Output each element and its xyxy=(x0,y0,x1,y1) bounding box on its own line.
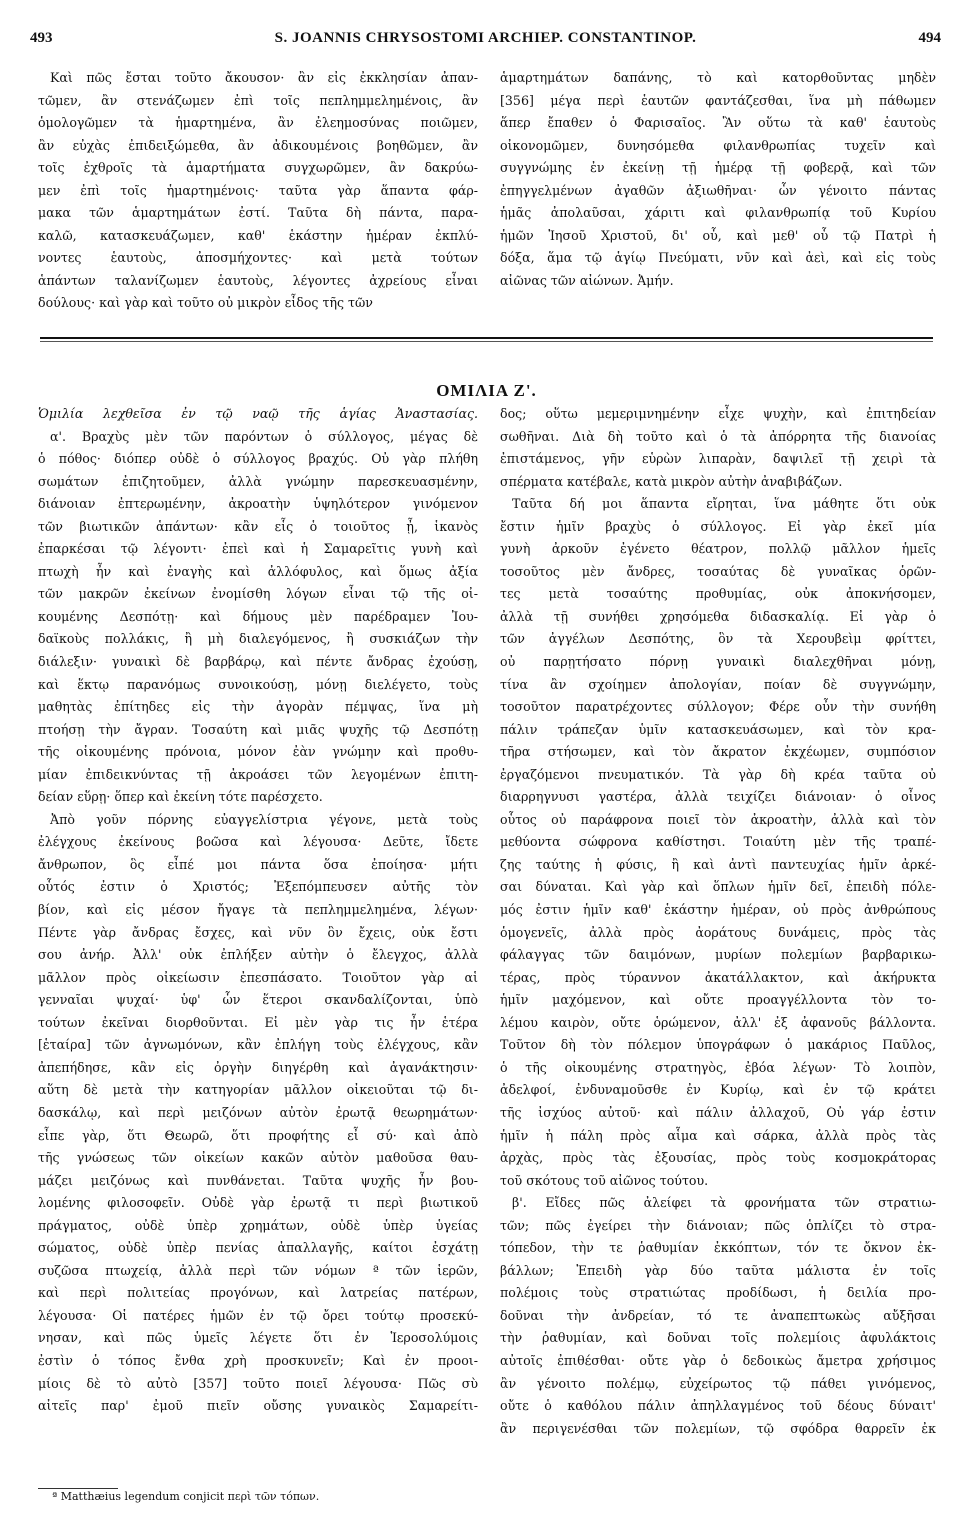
running-title: S. JOANNIS CHRYSOSTOMI ARCHIEP. CONSTANTINOP. xyxy=(274,30,697,46)
text-line: ἁπάντων ταλανίζωμεν ἑαυτοὺς, λέγοντες ἀχρείους εἶναι xyxy=(38,272,478,288)
text-line: τῶμεν, ἂν στενάζωμεν ἐπὶ τοῖς πεπλημμελημένοις, ἂν xyxy=(38,92,478,108)
text-line: νοντες ἑαυτοὺς, ἀποσμήχοντες· καὶ μετὰ τούτων xyxy=(38,250,478,266)
text-line: καὶ περὶ πολιτείας προγόνων, καὶ λατρείας πατέρων, xyxy=(38,1285,478,1301)
footnote-rule xyxy=(38,1488,118,1489)
text-line: εἶπε γὰρ, ὅτι Θεωρῶ, ὅτι προφήτης εἶ σύ· καὶ ἀπὸ xyxy=(38,1127,478,1143)
text-line: μάζει μειζόνως καὶ πυνθάνεται. Ταῦτα ψυχῆς ἦν βου- xyxy=(38,1172,478,1188)
text-line: ἡμῖν μαχόμενον, καὶ οὔτε προαγγέλλοντα τὸν το- xyxy=(500,992,936,1008)
text-line: Ταῦτα δή μοι ἅπαντα εἴρηται, ἵνα μάθητε ὅτι οὐκ xyxy=(512,496,936,512)
text-line: σου ἀνήρ. Ἀλλ' οὐκ ἐπλήξεν αὐτὴν ὁ ἔλεγχος, ἀλλὰ xyxy=(38,947,478,963)
text-line: κουμένης Δεσπότῃ· καὶ δήμους μὲν παρέδραμεν Ἰου- xyxy=(38,608,478,624)
text-line: αὕτη δὲ μετὰ τὴν κατηγορίαν μᾶλλον οἰκειοῦται τῷ δι- xyxy=(38,1082,478,1098)
text-line: ἀλλὰ τῇ συνήθει χρησόμεθα διδασκαλίᾳ. Εἰ γὰρ ὁ xyxy=(500,608,936,624)
text-line: μίοις δὲ τὸ αὐτὸ [357] τοῦτο ποιεῖ λέγουσα· Πῶς σὺ xyxy=(38,1375,478,1391)
text-line: τόπεδον, τὴν τε ῥαθυμίαν ἐκκόπτων, τόν τε ὄκνον ἐκ- xyxy=(500,1240,936,1256)
text-line: συγγνώμης ἐν ἐκείνῃ τῇ ἡμέρᾳ τῇ φοβερᾷ, καὶ τῶν xyxy=(500,160,936,176)
text-line: ἂν περιγενέσθαι τῶν πολεμίων, τῷ σφόδρα θαρρεῖν ἐκ xyxy=(500,1420,936,1436)
text-line: ἐλέγχους ἐκείνους βοῶσα καὶ λέγουσα· Δεῦτε, ἴδετε xyxy=(38,834,478,850)
text-line: πάλιν τράπεζαν ὑμῖν κατασκευάσωμεν, καὶ τὸν κρα- xyxy=(500,721,936,737)
text-line: τούτων ἐκεῖναι διορθοῦνται. Εἰ μὲν γὰρ τις ἦν ἑτέρα xyxy=(38,1014,478,1030)
text-line: αὐτοῖς ἐπιθέσθαι· οὔτε γὰρ ὁ δεδοικὼς ἄμετρα χρήσιμος xyxy=(500,1352,936,1368)
text-line: τίνα ἂν σχοίημεν ἀπολογίαν, ποίαν δὲ συγγνώμην, xyxy=(500,676,936,692)
text-line: λέγουσα· Οἱ πατέρες ἡμῶν ἐν τῷ ὄρει τούτῳ προσεκύ- xyxy=(38,1307,478,1323)
section-divider xyxy=(40,337,933,339)
main-right-column xyxy=(500,403,936,1440)
text-line: ἡμῶν Ἰησοῦ Χριστοῦ, δι' οὗ, καὶ μεθ' οὗ τῷ Πατρὶ ἡ xyxy=(500,227,936,243)
text-line: δείαν εὕρῃ· ὅπερ καὶ ἐκείνη τότε παρέσχετο. xyxy=(38,789,323,805)
text-line: λομένης φιλοσοφεῖν. Οὐδὲ γὰρ ἐρωτᾷ τι περὶ βιωτικοῦ xyxy=(38,1195,478,1211)
text-line: οὗτός ἐστιν ὁ Χριστός; Ἐξεπόμπευσεν αὐτῆς τὸν xyxy=(38,879,478,895)
text-line: ὁμογενεῖς, ἀλλὰ πρὸς ἀοράτους δυνάμεις, πρὸς τὰς xyxy=(500,924,936,940)
text-line: νησαν, καὶ πῶς ὑμεῖς λέγετε ὅτι ἐν Ἱεροσολύμοις xyxy=(38,1330,478,1346)
text-line: μεν ἐπὶ τοῖς ἡμαρτημένοις· ταῦτα γὰρ ἅπαντα φάρ- xyxy=(38,182,478,198)
text-line: μίαν ἐπιδεικνύντας τῇ ἀκροάσει τῶν λεγομένων ἐπιτη- xyxy=(38,766,478,782)
text-line: τῆς ἰσχύος αὐτοῦ· καὶ πάλιν ἀλλαχοῦ, Οὐ γάρ ἐστιν xyxy=(500,1104,936,1120)
top-right-column xyxy=(500,67,936,292)
text-line: μεθύοντα σώφρονα καθίστησι. Τοιαύτη μὲν τῆς τραπέ- xyxy=(500,834,936,850)
text-line: Πέντε γὰρ ἄνδρας ἔσχες, καὶ νῦν ὃν ἔχεις, οὐκ ἔστι xyxy=(38,924,478,940)
text-line: καλῶ, κατασκευάζωμεν, καθ' ἑκάστην ἡμέραν ἐκπλύ- xyxy=(38,227,478,243)
text-line: Ὁμιλία λεχθεῖσα ἐν τῷ ναῷ τῆς ἁγίας Ἀναστασίας. xyxy=(38,406,478,421)
text-line: ἀδελφοί, ἐνδυναμοῦσθε ἐν Κυρίῳ, καὶ ἐν τῷ κράτει xyxy=(500,1082,936,1098)
text-line: τῆρα στήσωμεν, καὶ τὸν ἄκρατον ἐκχέωμεν, συμπόσιον xyxy=(500,744,936,760)
text-line: πτοήσῃ τὴν ἄγραν. Τοσαύτη καὶ μιᾶς ψυχῆς τῷ Δεσπότῃ xyxy=(38,721,478,737)
text-line: α'. Βραχὺς μὲν τῶν παρόντων ὁ σύλλογος, μέγας δὲ xyxy=(50,428,478,444)
text-line: δοῦναι τὴν ἀνδρείαν, τό τε ἀναπεπτωκὼς αὔξῆσαι xyxy=(500,1307,936,1323)
text-line: τοσοῦτον παρατρέχοντες σύλλογον; Φέρε οὖν τὴν συνήθη xyxy=(500,699,936,715)
text-line: ἄνθρωπον, ὃς εἶπέ μοι πάντα ὅσα ἐποίησα· μήτι xyxy=(38,856,478,872)
text-line: ἀπεπήδησε, κἂν εἰς ὀργὴν διηγέρθη καὶ ἀγανάκτησιν· xyxy=(38,1059,478,1075)
main-left-column xyxy=(38,403,478,1418)
text-line: [356] μέγα περὶ ἑαυτῶν φαντάζεσθαι, ἵνα μὴ πάθωμεν xyxy=(500,92,936,108)
text-line: Ἀπὸ γοῦν πόρνης εὐαγγελίστρια γέγονε, μετὰ τοὺς xyxy=(50,811,478,827)
text-line: οὗτος οὐ παράφρονα ποιεῖ τὸν ἀκροατὴν, ἀλλὰ καὶ τὸν xyxy=(500,811,936,827)
text-line: οὐ παρῃτήσατο πόρνῃ γυναικὶ διαλεχθῆναι μόνῃ, xyxy=(500,654,936,670)
text-line: ἐργαζόμενοι πνευματικόν. Τὰ γὰρ δὴ κρέα ταῦτα οὐ xyxy=(500,766,936,782)
text-line: μακα τῶν ἁμαρτημάτων ἐστί. Ταῦτα δὴ πάντα, παρα- xyxy=(38,205,478,221)
text-line: τοσοῦτος μὲν ἄνδρες, τοσαύτας δὲ γυναῖκας ὁρῶν- xyxy=(500,563,936,579)
text-line: τοῖς ἐχθροῖς τὰ ἁμαρτήματα συγχωρῶμεν, ἂν δακρύω- xyxy=(38,160,478,176)
text-line: καὶ ἕκτῳ παρανόμως συνοικούσῃ, μόνῃ διελέγετο, τοὺς xyxy=(38,676,478,692)
running-header xyxy=(30,30,941,54)
text-line: σαι δύναται. Καὶ γὰρ καὶ ὅπλων ἡμῖν δεῖ, ἐπειδὴ πόλε- xyxy=(500,879,936,895)
text-line: τῶν; πῶς ἐγείρει τὴν διάνοιαν; πῶς ὁπλίζει τὸ στρα- xyxy=(500,1217,936,1233)
text-line: Τοῦτον δὴ τὸν πόλεμον ὑπογράφων ὁ μακάριος Παῦλος, xyxy=(500,1037,936,1053)
text-line: διάνοιαν ἐπτερωμένην, ἀκροατὴν ὑψηλότερον γινόμενον xyxy=(38,496,478,512)
text-line: τῶν βιωτικῶν ἁπάντων· κἂν εἷς ὁ τοιοῦτος ᾖ, ἱκανὸς xyxy=(38,518,478,534)
text-line: οὔτε ὁ καθόλου πάλιν ἀπηλλαγμένος τοῦ δέους δύναιτ' xyxy=(500,1398,936,1414)
text-line: πράγματος, οὐδὲ ὑπὲρ χρημάτων, οὐδὲ ὑπὲρ ὑγείας xyxy=(38,1217,478,1233)
page-number-left: 493 xyxy=(30,30,53,46)
text-line: γυνὴ ἀρκοῦν ἐγένετο θέατρον, πολλῷ μᾶλλον ἡμεῖς xyxy=(500,541,936,557)
text-line: ὁ πόθος· διόπερ οὐδὲ ὁ σύλλογος βραχύς. Οὐ γὰρ πλήθη xyxy=(38,451,478,467)
text-line: τῆς γνώσεως τῶν οἰκείων κακῶν αὐτὸν μαθοῦσα θαυ- xyxy=(38,1150,478,1166)
text-line: πολέμοις τοὺς στρατιώτας προδίδωσι, ἡ δειλία προ- xyxy=(500,1285,936,1301)
text-line: ἐπηγγελμένων ἀγαθῶν ἀξιωθῆναι· ὧν γένοιτο πάντας xyxy=(500,182,936,198)
text-line: βάλλων; Ἐπειδὴ γὰρ δύο ταῦτα μάλιστα ἐν τοῖς xyxy=(500,1262,936,1278)
page-number-right: 494 xyxy=(918,30,941,46)
text-line: ἁμαρτημάτων δαπάνης, τὸ καὶ κατορθοῦντας μηδὲν xyxy=(500,70,936,85)
text-line: δούλους· καὶ γὰρ καὶ τοῦτο οὐ μικρὸν εἶδος τῆς τῶν xyxy=(38,295,373,311)
text-line: [ἑταίρα] τῶν ἀγνωμόνων, κἂν ἐπλήγη τοὺς ἐλέγχους, κἂν xyxy=(38,1037,478,1053)
text-line: ἂν γένοιτο πολέμῳ, εὐχείρωτος τῷ πάθει γινόμενος, xyxy=(500,1375,936,1391)
text-line: ἀρχὰς, πρὸς τὰς ἐξουσίας, πρὸς τοὺς κοσμοκράτορας xyxy=(500,1150,936,1166)
text-line: σώματος, οὐδὲ ὑπὲρ πενίας ἀπαλλαγῆς, καίτοι ἐσχάτῃ xyxy=(38,1240,478,1256)
text-line: τέρας, πρὸς τύραννον ἀκατάλλακτον, καὶ ἀκήρυκτα xyxy=(500,969,936,985)
text-line: αἰῶνας τῶν αἰώνων. Ἀμήν. xyxy=(500,272,674,288)
text-line: ἐστὶν ὁ τόπος ἔνθα χρὴ προσκυνεῖν; Καὶ ἐν προοι- xyxy=(38,1352,478,1368)
text-line: τῆς οἰκουμένης πρόνοια, μόνον ἐὰν γνώμην καὶ προθυ- xyxy=(38,744,478,760)
text-line: δασκάλῳ, καὶ περὶ μειζόνων αὐτὸν ἐρωτᾷ θεωρημάτων· xyxy=(38,1104,478,1120)
top-left-column xyxy=(38,67,478,315)
text-line: βίον, καὶ εἰς μέσον ἤγαγε τὰ πεπλημμελημένα, λέγων· xyxy=(38,902,478,918)
text-line: δος; οὕτω μεμεριμνημένην εἶχε ψυχὴν, καὶ ἐπιτηδείαν xyxy=(500,406,936,421)
text-line: ἔστιν ἡμῖν βραχὺς ὁ σύλλογος. Εἰ γὰρ ἐκεῖ μία xyxy=(500,518,936,534)
text-line: τες μετὰ τοσαύτης προθυμίας, οὐκ ἀποκνήσομεν, xyxy=(500,586,936,602)
text-line: ἅπερ ἔπαθεν ὁ Φαρισαῖος. Ἂν οὕτω τὰ καθ' ἑαυτοὺς xyxy=(500,115,936,131)
homily-title: ΟΜΙΛΙΑ Ζ'. xyxy=(436,381,537,400)
text-line: μαθητὰς ἐπίτηδες εἰς τὴν ἀγορὰν πέμψας, ἵνα μὴ xyxy=(38,699,478,715)
text-line: ὁμολογῶμεν τὰ ἡμαρτημένα, ἂν ἐλεημοσύνας ποιῶμεν, xyxy=(38,115,478,131)
text-line: τῶν μακρῶν ἐκείνων ἐνομίσθη λόγων εἶναι τῷ τῆς οἰ- xyxy=(38,586,478,602)
text-line: Καὶ πῶς ἔσται τοῦτο ἄκουσον· ἂν εἰς ἐκκλησίαν ἀπαν- xyxy=(50,70,478,85)
text-line: οἰκονομῶμεν, δυνησόμεθα φιλανθρωπίας τυχεῖν καὶ xyxy=(500,137,936,153)
text-line: σωθῆναι. Διὰ δὴ τοῦτο καὶ ὁ τὰ ἀπόρρητα τῆς διανοίας xyxy=(500,428,936,444)
text-line: φάλαγγας τῶν δαιμόνων, μυρίων πολεμίων βαρβαρικω- xyxy=(500,947,936,963)
text-line: σπέρματα κατέβαλε, κατὰ μικρὸν αὐτὴν ἀναβιβάζων. xyxy=(500,473,843,489)
text-line: ἂν εὐχὰς ἐπιδειξώμεθα, ἂν ἀδικουμένοις βοηθῶμεν, ἂν xyxy=(38,137,478,153)
text-line: β'. Εἴδες πῶς ἀλείφει τὰ φρονήματα τῶν στρατιω- xyxy=(512,1195,936,1211)
text-line: διαρρηγνυσι γαστέρα, ἀλλὰ τειχίζει διάνοιαν· ὁ οἶνος xyxy=(500,789,936,805)
text-line: μᾶλλον πρὸς οἰκείωσιν ἐπεσπάσατο. Τοιοῦτον γὰρ αἱ xyxy=(38,969,478,985)
section-divider-thin xyxy=(40,341,933,342)
text-line: ὁ τῆς οἰκουμένης στρατηγὸς, ἐβόα λέγων· Τὸ λοιπὸν, xyxy=(500,1059,936,1075)
text-line: γενναῖαι ψυχαί· ὑφ' ὧν ἕτεροι σκανδαλίζονται, ὑπὸ xyxy=(38,992,478,1008)
text-line: τῶν ἀγγέλων Δεσπότης, ὃν τὰ Χερουβεὶμ φρίττει, xyxy=(500,631,936,647)
text-line: σωμάτων ἐπιζητοῦμεν, ἀλλὰ γνώμην παρεσκευασμένην, xyxy=(38,473,478,489)
text-line: πτωχὴ ἦν καὶ ἐναγὴς καὶ ἀλλόφυλος, καὶ ὅμως ἀξία xyxy=(38,563,478,579)
text-line: ζης ταύτης ἡ φύσις, ἢ καὶ ἀντὶ παντευχίας ἡμῖν ἀρκέ- xyxy=(500,856,936,872)
text-line: διάλεξιν· γυναικὶ δὲ βαρβάρῳ, καὶ πέντε ἄνδρας ἐχούσῃ, xyxy=(38,654,478,670)
text-line: μός ἐστιν ἡμῖν καθ' ἑκάστην ἡμέραν, οὐ πρὸς ἀνθρώπους xyxy=(500,902,936,918)
text-line: ἐπαρκέσαι τῷ λέγοντι· ἐπεὶ καὶ ἡ Σαμαρεῖτις γυνὴ καὶ xyxy=(38,541,478,557)
text-line: ἡμᾶς ἀπολαῦσαι, χάριτι καὶ φιλανθρωπίᾳ τοῦ Κυρίου xyxy=(500,205,936,221)
text-line: συζῶσα πτωχείᾳ, ἀλλὰ περὶ τῶν νόμων ª τῶν ἱερῶν, xyxy=(38,1262,478,1278)
text-line: δόξα, ἅμα τῷ ἁγίῳ Πνεύματι, νῦν καὶ ἀεὶ, καὶ εἰς τοὺς xyxy=(500,250,936,266)
text-line: αἰτεῖς παρ' ἐμοῦ πιεῖν οὔσης γυναικὸς Σαμαρείτι- xyxy=(38,1398,478,1414)
text-line: ἡμῖν ἡ πάλη πρὸς αἷμα καὶ σάρκα, ἀλλὰ πρὸς τὰς xyxy=(500,1127,936,1143)
text-line: λέμου καιρὸν, οὔτε ὁρώμενον, ἀλλ' ἐξ ἀφανοῦς βάλλοντα. xyxy=(500,1014,936,1030)
text-line: τὴν ῥαθυμίαν, καὶ δοῦναι τοῖς πολεμίοις ἀφυλάκτοις xyxy=(500,1330,936,1346)
text-line: τοῦ σκότους τοῦ αἰῶνος τούτου. xyxy=(500,1172,709,1188)
text-line: δαϊκοὺς πολλάκις, ἢ μὴ διαλεγόμενος, ἢ συσκιάζων τὴν xyxy=(38,631,478,647)
text-line: ἐπιστάμενος, γῆν εὑρὼν λιπαρὰν, δαψιλεῖ τῇ χειρὶ τὰ xyxy=(500,451,936,467)
footnote: ª Matthæius legendum conjicit περὶ τῶν τόπων. xyxy=(52,1490,320,1503)
